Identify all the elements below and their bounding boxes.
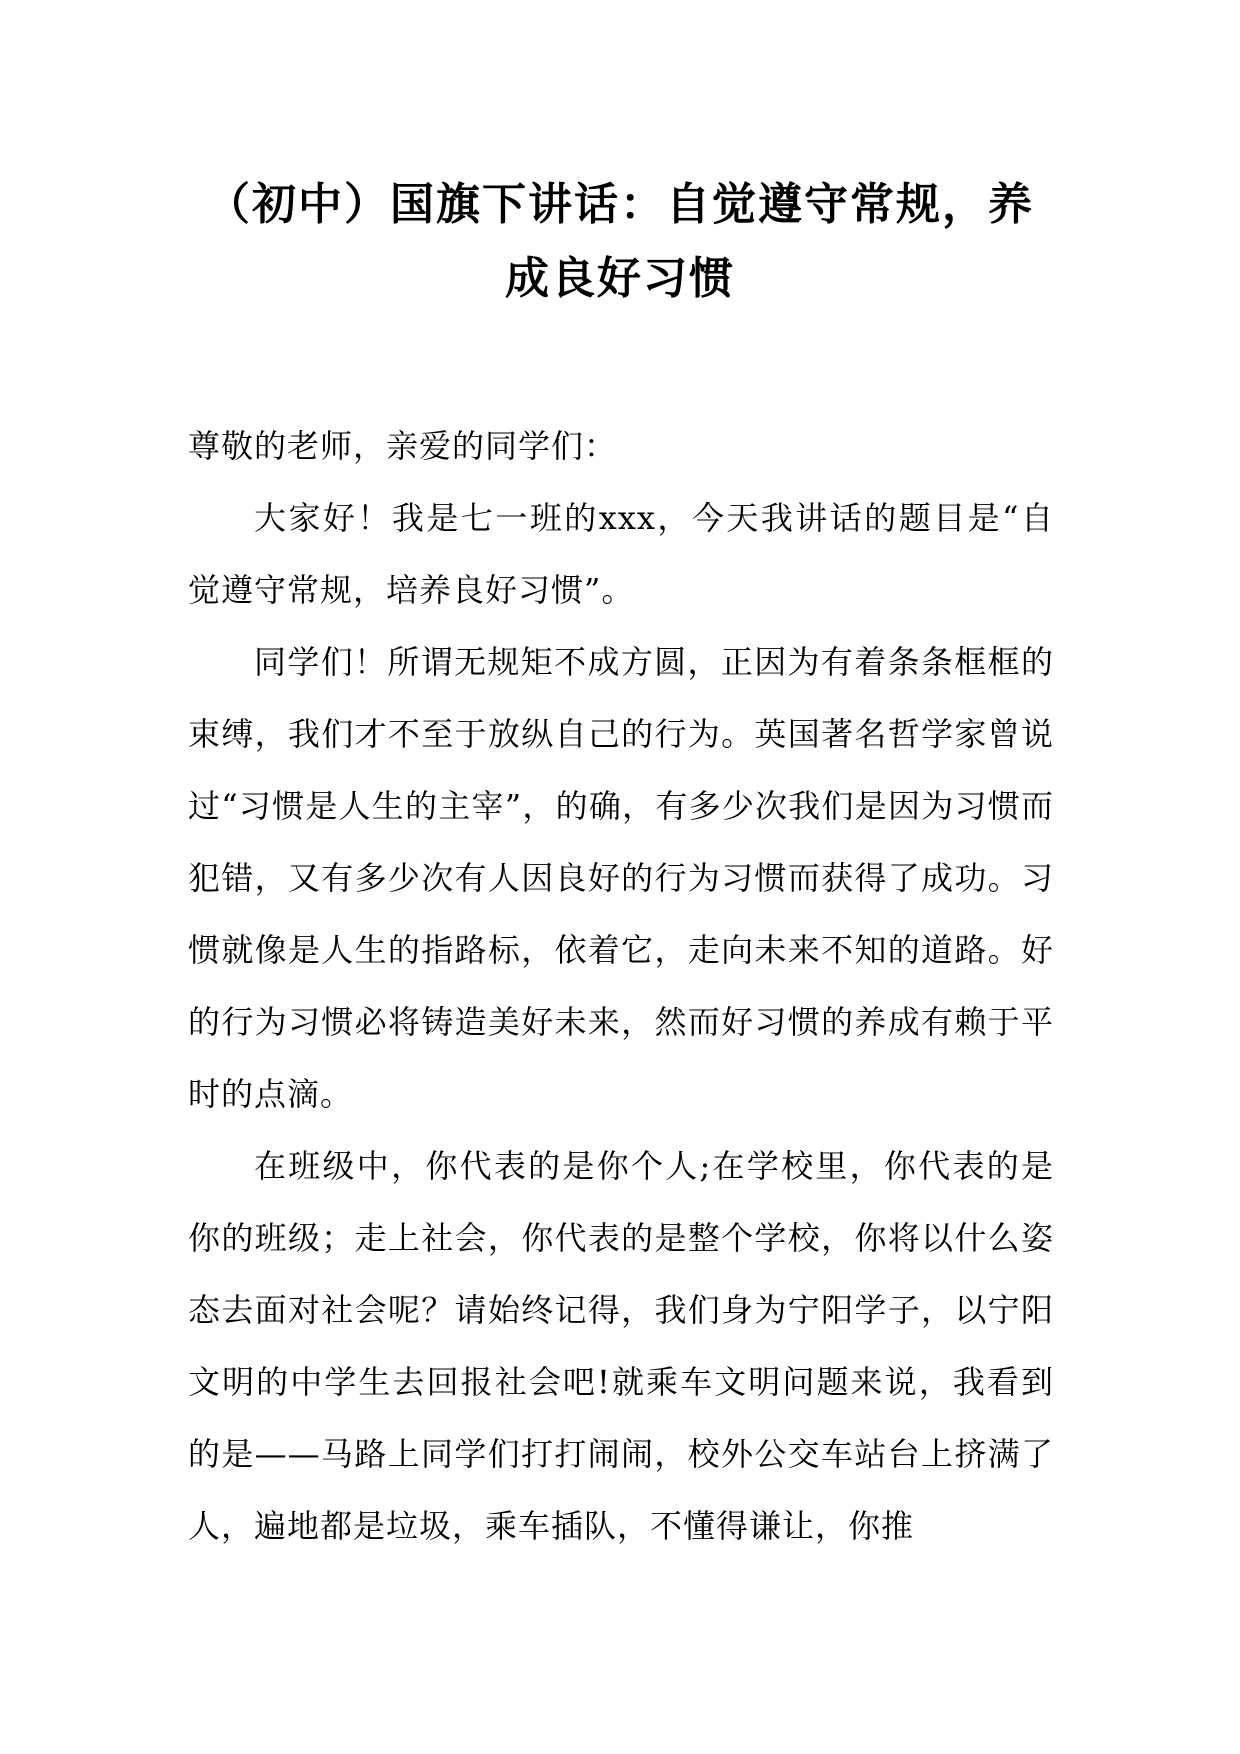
salutation: 尊敬的老师，亲爱的同学们： bbox=[188, 427, 618, 465]
document-body bbox=[188, 410, 1054, 1562]
title-line-2: 成良好习惯 bbox=[505, 253, 735, 304]
paragraph-2: 同学们！所谓无规矩不成方圆，正因为有着条条框框的束缚，我们才不至于放纵自己的行为。英国著名哲学家曾说过“习惯是人生的主宰”，的确，有多少次我们是因为习惯而犯错，又有多少次有人因良好的行为习惯而获得了成功。习惯就像是人生的指路标，依着它，走向未来不知的道路。好的行为习惯必将铸造美好未来，然而好习惯的养成有赖于平时的点滴。 bbox=[188, 643, 1054, 1113]
document-title bbox=[180, 168, 1060, 316]
paragraph-1: 大家好！我是七一班的xxx，今天我讲话的题目是“自觉遵守常规，培养良好习惯”。 bbox=[188, 499, 1054, 609]
paragraph-3: 在班级中，你代表的是你个人;在学校里，你代表的是你的班级；走上社会，你代表的是整个学校，你将以什么姿态去面对社会呢？请始终记得，我们身为宁阳学子，以宁阳文明的中学生去回报社会吧!就乘车文明问题来说，我看到的是——马路上同学们打打闹闹，校外公交车站台上挤满了人，遍地都是垃圾，乘车插队，不懂得谦让，你推 bbox=[188, 1147, 1054, 1545]
title-line-1: （初中）国旗下讲话：自觉遵守常规，养 bbox=[206, 179, 1034, 230]
